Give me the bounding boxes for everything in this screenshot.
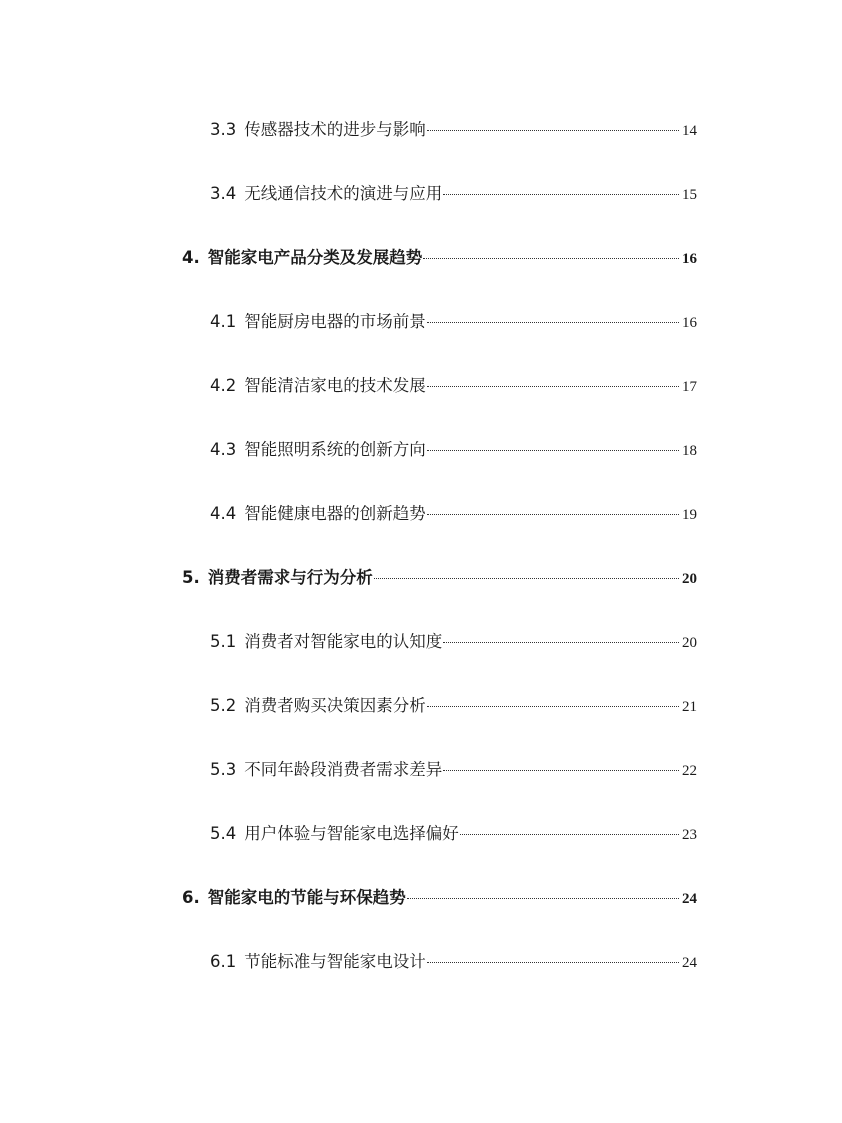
dot-leader xyxy=(423,258,679,259)
toc-entry-page: 24 xyxy=(682,891,697,907)
toc-entry-page: 15 xyxy=(682,187,697,203)
toc-entry-title: 智能照明系统的创新方向 xyxy=(244,440,426,459)
toc-entry-page: 20 xyxy=(682,571,697,587)
toc-entry-title: 消费者对智能家电的认知度 xyxy=(244,632,443,651)
toc-entry-5-3[interactable] xyxy=(210,758,697,782)
toc-entry-6[interactable] xyxy=(182,886,697,910)
toc-entry-title: 用户体验与智能家电选择偏好 xyxy=(244,824,459,843)
dot-leader xyxy=(427,514,679,515)
dot-leader xyxy=(443,770,679,771)
toc-entry-number: 5.4 xyxy=(210,824,237,843)
toc-entry-page: 22 xyxy=(682,763,697,779)
toc-entry-number: 4.4 xyxy=(210,504,237,523)
toc-entry-title: 智能清洁家电的技术发展 xyxy=(244,376,426,395)
toc-entry-4-2[interactable] xyxy=(210,374,697,398)
toc-entry-4-3[interactable] xyxy=(210,438,697,462)
toc-entry-page: 17 xyxy=(682,379,697,395)
toc-entry-title: 传感器技术的进步与影响 xyxy=(244,120,426,139)
dot-leader xyxy=(374,578,679,579)
dot-leader xyxy=(460,834,679,835)
toc-entry-number: 5.3 xyxy=(210,760,237,779)
toc-entry-3-3[interactable] xyxy=(210,118,697,142)
toc-entry-page: 20 xyxy=(682,635,697,651)
toc-entry-number: 3.4 xyxy=(210,184,237,203)
toc-entry-title: 智能厨房电器的市场前景 xyxy=(244,312,426,331)
toc-entry-5[interactable] xyxy=(182,566,697,590)
toc-entry-page: 21 xyxy=(682,699,697,715)
toc-entry-title: 智能家电的节能与环保趋势 xyxy=(207,888,406,907)
toc-entry-number: 6. xyxy=(182,888,200,907)
toc-entry-title: 消费者需求与行为分析 xyxy=(207,568,373,587)
dot-leader xyxy=(443,194,679,195)
toc-entry-title: 无线通信技术的演进与应用 xyxy=(244,184,443,203)
toc-entry-5-4[interactable] xyxy=(210,822,697,846)
toc-entry-page: 23 xyxy=(682,827,697,843)
dot-leader xyxy=(427,450,679,451)
toc-entry-title: 节能标准与智能家电设计 xyxy=(244,952,426,971)
dot-leader xyxy=(427,706,679,707)
toc-entry-page: 19 xyxy=(682,507,697,523)
toc-entry-3-4[interactable] xyxy=(210,182,697,206)
toc-entry-page: 18 xyxy=(682,443,697,459)
toc-entry-page: 16 xyxy=(682,251,697,267)
toc-entry-4-4[interactable] xyxy=(210,502,697,526)
toc-entry-number: 5.2 xyxy=(210,696,237,715)
toc-entry-page: 14 xyxy=(682,123,697,139)
toc-entry-number: 4.1 xyxy=(210,312,237,331)
toc-entry-6-1[interactable] xyxy=(210,950,697,974)
toc-entry-number: 6.1 xyxy=(210,952,237,971)
toc-entry-number: 4. xyxy=(182,248,200,267)
toc-entry-number: 4.2 xyxy=(210,376,237,395)
toc-entry-page: 16 xyxy=(682,315,697,331)
dot-leader xyxy=(427,962,679,963)
dot-leader xyxy=(407,898,679,899)
toc-entry-5-2[interactable] xyxy=(210,694,697,718)
toc-entry-4[interactable] xyxy=(182,246,697,270)
dot-leader xyxy=(427,130,679,131)
toc-entry-title: 不同年龄段消费者需求差异 xyxy=(244,760,443,779)
toc-entry-5-1[interactable] xyxy=(210,630,697,654)
toc-entry-number: 5.1 xyxy=(210,632,237,651)
toc-entry-title: 智能家电产品分类及发展趋势 xyxy=(207,248,423,267)
toc-entry-number: 3.3 xyxy=(210,120,237,139)
toc-entry-number: 5. xyxy=(182,568,200,587)
dot-leader xyxy=(427,322,679,323)
dot-leader xyxy=(427,386,679,387)
toc-entry-number: 4.3 xyxy=(210,440,237,459)
dot-leader xyxy=(443,642,679,643)
toc-entry-title: 智能健康电器的创新趋势 xyxy=(244,504,426,523)
toc-entry-page: 24 xyxy=(682,955,697,971)
toc-entry-4-1[interactable] xyxy=(210,310,697,334)
toc-entry-title: 消费者购买决策因素分析 xyxy=(244,696,426,715)
